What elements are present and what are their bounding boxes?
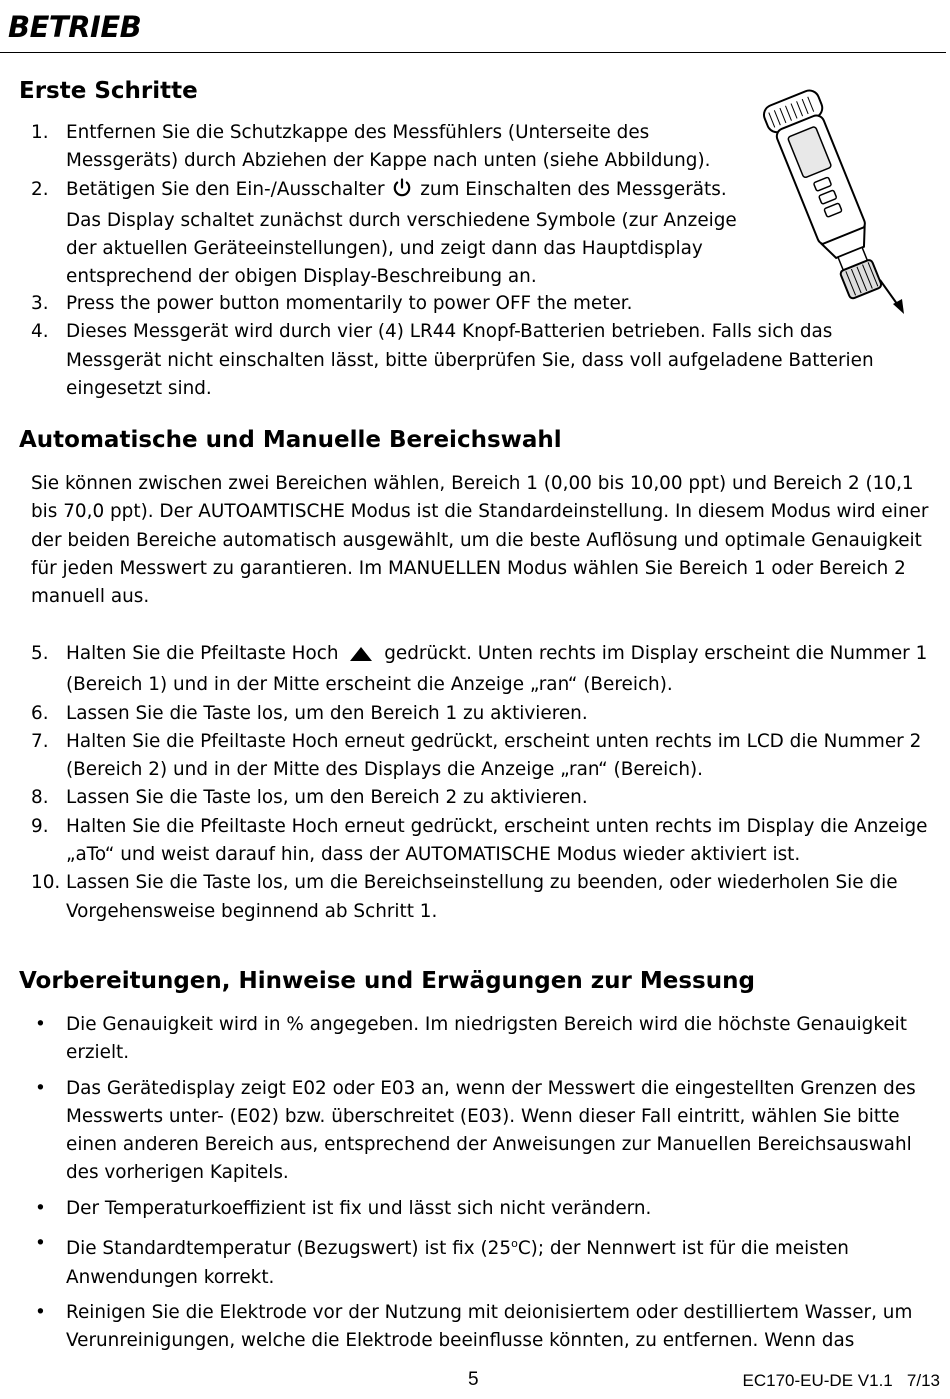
list-item — [31, 700, 936, 728]
item-text: Dieses Messgerät wird durch vier (4) LR44 Knopf-Batterien betrieben. Falls sich das Messgerät nicht einschalten lässt, bitte überprüfen Sie, dass voll aufgeladene Batterien eingesetzt sind. — [66, 321, 874, 399]
item-text: Lassen Sie die Taste los, um die Bereichseinstellung zu beenden, oder wiederholen Sie die Vorgehensweise beginnend ab Schritt 1. — [66, 872, 898, 922]
item-text: Press the power button momentarily to power OFF the meter. — [66, 293, 633, 314]
item-text: Der Temperaturkoeffizient ist fix und lässt sich nicht verändern. — [66, 1197, 652, 1219]
list-item — [31, 1195, 936, 1223]
footer-document-id: EC170-EU-DE V1.1 7/13 — [742, 1371, 940, 1390]
item-text: Das Gerätedisplay zeigt E02 oder E03 an, wenn der Messwert die eingestellten Grenzen des Messwerts unter- (E02) bzw. überschreitet (E03). Wenn dieser Fall eintritt, wählen Sie bitte einen anderen Bereich aus, entsprechend der Anweisungen zur Manuellen Bereichsauswahl des vorherigen Kapitels. — [66, 1077, 916, 1184]
list-item — [31, 119, 751, 176]
bullet-marker: • — [35, 1077, 46, 1099]
bullet-marker: • — [35, 1301, 46, 1323]
list-item — [31, 640, 936, 700]
section-heading-bereichswahl: Automatische und Manuelle Bereichswahl — [19, 427, 562, 453]
footer-page-number: 5 — [468, 1369, 479, 1390]
item-text-after: zum Einschalten des Messgeräts. Das Display schaltet zunächst durch verschiedene Symbole (zur Anzeige der aktuellen Geräteeinstellungen), und zeigt dann das Hauptdisplay entsprechend der obigen Display-Beschreibung an. — [66, 178, 737, 288]
bullet-marker: • — [35, 1014, 46, 1035]
item-number: 4. — [31, 321, 49, 343]
item-text: Halten Sie die Pfeiltaste Hoch erneut gedrückt, erscheint unten rechts im LCD die Nummer 2 (Bereich 2) und in der Mitte des Displays die Anzeige „ran“ (Bereich). — [66, 730, 922, 781]
list-item — [31, 728, 936, 785]
section-heading-erste-schritte: Erste Schritte — [19, 78, 198, 104]
item-text-before: Betätigen Sie den Ein-/Ausschalter — [66, 178, 385, 200]
item-text: Halten Sie die Pfeiltaste Hoch erneut gedrückt, erscheint unten rechts im Display die Anzeige „aTo“ und weist darauf hin, dass der AUTOMATISCHE Modus wieder aktiviert ist. — [66, 815, 928, 866]
item-number: 7. — [31, 730, 49, 752]
list-item — [31, 1075, 936, 1188]
item-text: Entfernen Sie die Schutzkappe des Messfühlers (Unterseite des Messgeräts) durch Abziehen der Kappe nach unten (siehe Abbildung). — [66, 122, 711, 172]
steps-list-1 — [31, 119, 751, 292]
meter-illustration — [760, 80, 950, 320]
bullet-marker: • — [35, 1233, 46, 1255]
item-text-before: Halten Sie die Pfeiltaste Hoch — [66, 643, 339, 664]
item-number: 6. — [31, 702, 49, 724]
list-item — [31, 318, 911, 403]
item-number: 2. — [31, 178, 49, 200]
item-text: Die Genauigkeit wird in % angegeben. Im niedrigsten Bereich wird die höchste Genauigkeit erzielt. — [66, 1014, 907, 1064]
list-item — [31, 1230, 936, 1292]
item-text-after: C); der Nennwert ist für die meisten Anwendungen korrekt. — [66, 1238, 849, 1288]
page-title: BETRIEB — [8, 10, 142, 44]
steps-list-2 — [31, 640, 936, 926]
bullet-marker: • — [35, 1197, 46, 1219]
item-number: 10. — [31, 872, 61, 894]
list-item — [31, 869, 936, 926]
list-item — [31, 176, 751, 292]
item-number: 8. — [31, 787, 49, 809]
title-divider — [0, 52, 946, 53]
item-text: Reinigen Sie die Elektrode vor der Nutzung mit deionisiertem oder destilliertem Wasser, um Verunreinigungen, welche die Elektrode beeinflusse könnten, zu entfernen. Wenn das — [66, 1301, 913, 1352]
degree-superscript: o — [511, 1237, 518, 1251]
item-text: Lassen Sie die Taste los, um den Bereich 1 zu aktivieren. — [66, 702, 588, 724]
item-number: 9. — [31, 815, 49, 837]
section-heading-vorbereitungen: Vorbereitungen, Hinweise und Erwägungen zur Messung — [19, 968, 755, 994]
list-item — [31, 784, 936, 812]
item-text-after: gedrückt. Unten rechts im Display erscheint die Nummer 1 (Bereich 1) und in der Mitte erscheint die Anzeige „ran“ (Bereich). — [66, 643, 928, 696]
item-text-before: Die Standardtemperatur (Bezugswert) ist fix (25 — [66, 1238, 512, 1260]
item-text: Lassen Sie die Taste los, um den Bereich 2 zu aktivieren. — [66, 787, 588, 809]
power-icon — [392, 178, 412, 207]
list-item — [31, 1299, 936, 1356]
notes-bullet-list — [31, 1011, 936, 1355]
section-intro-paragraph: Sie können zwischen zwei Bereichen wählen, Bereich 1 (0,00 bis 10,00 ppt) und Bereich 2 (10,1 bis 70,0 ppt). Der AUTOAMTISCHE Modus ist die Standardeinstellung. In diesem Modus wird einer der beiden Bereiche automatisch ausgewählt, um die beste Auflösung und optimale Genauigkeit für jeden Messwert zu garantieren. Im MANUELLEN Modus wählen Sie Bereich 1 oder Bereich 2 manuell aus. — [31, 473, 929, 608]
item-number: 3. — [31, 293, 49, 314]
list-item — [31, 813, 936, 870]
item-number: 1. — [31, 122, 49, 143]
up-arrow-icon — [349, 643, 373, 671]
item-number: 5. — [31, 643, 49, 664]
list-item — [31, 1011, 936, 1068]
